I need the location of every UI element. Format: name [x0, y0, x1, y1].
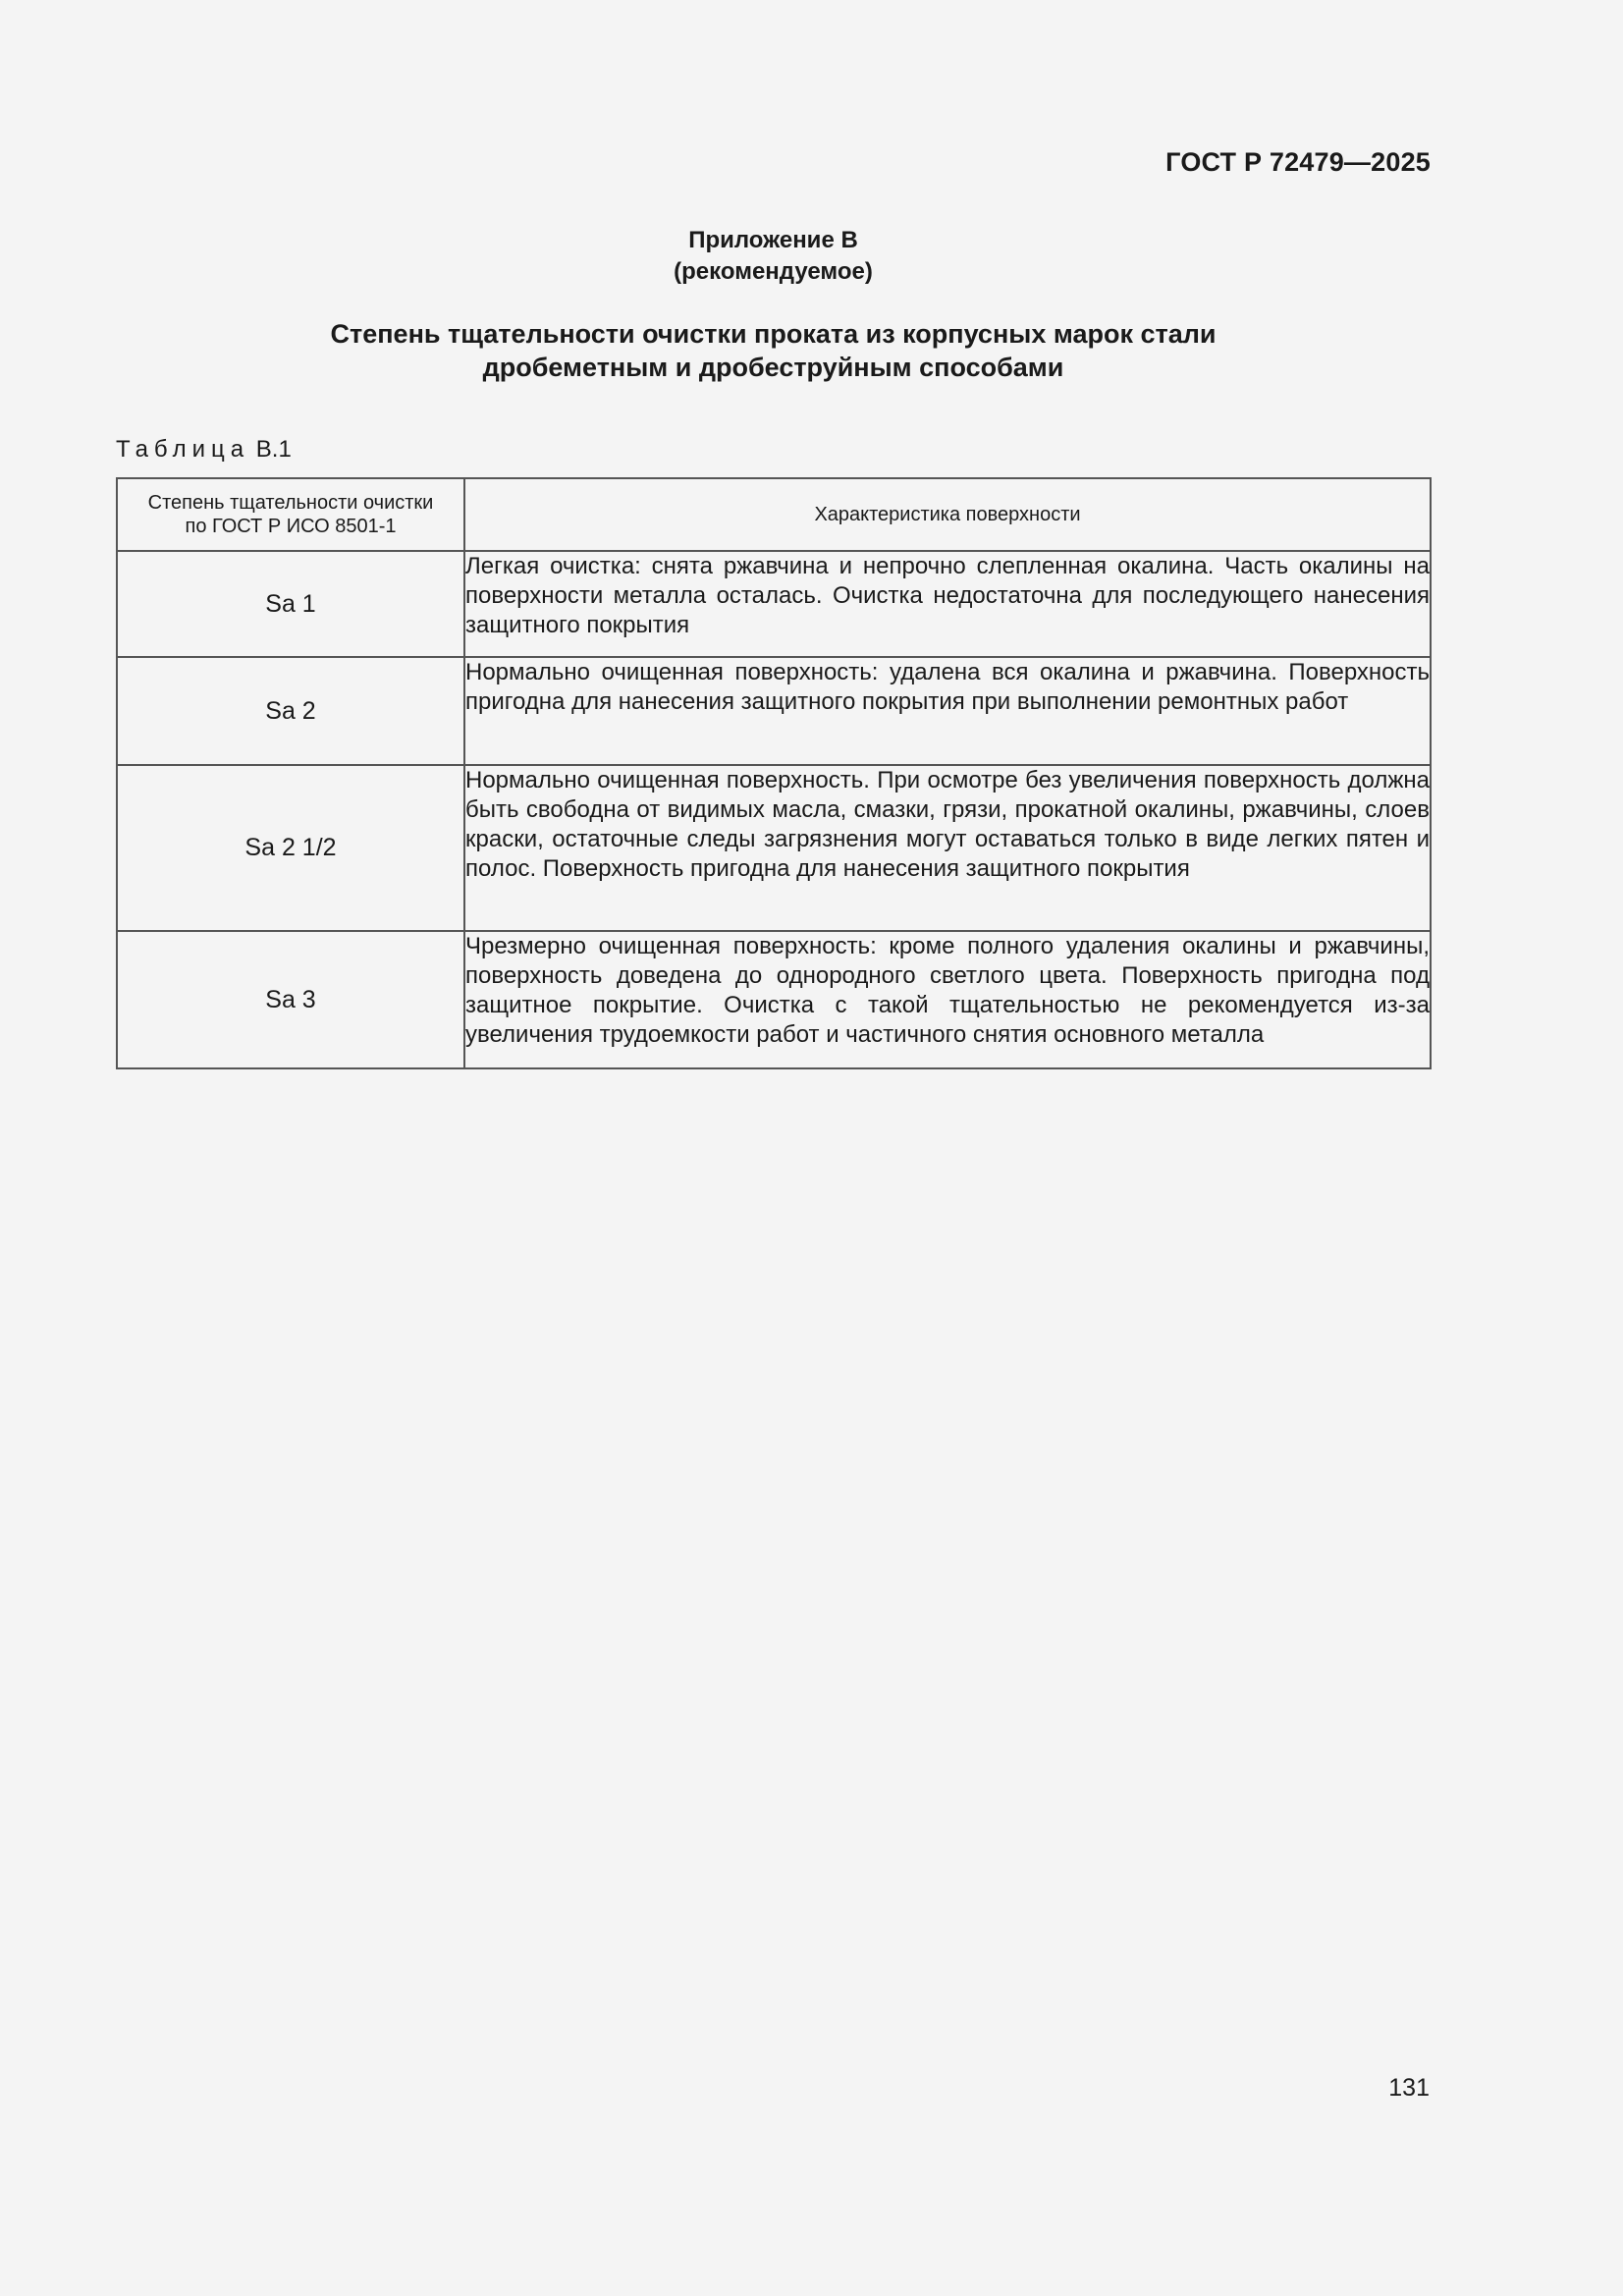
document-code: ГОСТ Р 72479—2025 [1165, 147, 1431, 177]
annex-status: (рекомендуемое) [674, 258, 873, 285]
surface-description-cell: Нормально очищенная поверхность. При осмотре без увеличения поверхность должна быть свободна от видимых масла, смазки, грязи, прокатной окалины, ржавчины, слоев краски, остаточные следы загрязнения могут оставаться только в виде легких пятен и полос. Поверхность пригодна для нанесения защитного покрытия [464, 765, 1431, 931]
annex-heading [0, 225, 1546, 288]
header-cleaning-grade: Степень тщательности очистки по ГОСТ Р ИСО 8501-1 [117, 478, 464, 551]
table-row [117, 657, 1431, 765]
surface-description-cell: Нормально очищенная поверхность: удалена вся окалина и ржавчина. Поверхность пригодна для нанесения защитного покрытия при выполнении ремонтных работ [464, 657, 1431, 765]
cleaning-grade-cell: Sa 3 [117, 931, 464, 1068]
table-caption [116, 436, 292, 464]
cleaning-grade-cell: Sa 2 1/2 [117, 765, 464, 931]
surface-description-cell: Легкая очистка: снята ржавчина и непрочно слепленная окалина. Часть окалины на поверхности металла осталась. Очистка недостаточна для последующего нанесения защитного покрытия [464, 551, 1431, 657]
surface-description-cell: Чрезмерно очищенная поверхность: кроме полного удаления окалины и ржавчины, поверхность доведена до однородного светлого цвета. Поверхность пригодна под защитное покрытие. Очистка с такой тщательностью не рекомендуется из-за увеличения трудоемкости работ и частичного снятия основного металла [464, 931, 1431, 1068]
title-line-2: дробеметным и дробеструйным способами [482, 353, 1064, 382]
table-row [117, 551, 1431, 657]
title-line-1: Степень тщательности очистки проката из корпусных марок стали [330, 319, 1217, 349]
cleaning-grade-cell: Sa 1 [117, 551, 464, 657]
table-caption-number: В.1 [255, 436, 292, 463]
cleaning-grade-cell: Sa 2 [117, 657, 464, 765]
table-header-row [117, 478, 1431, 551]
header-surface-characteristic: Характеристика поверхности [464, 478, 1431, 551]
annex-title: Приложение В [688, 227, 858, 253]
table-row [117, 765, 1431, 931]
table-row [117, 931, 1431, 1068]
page-title [0, 317, 1546, 384]
table-caption-word: Таблица [116, 436, 250, 463]
cleaning-grade-table [116, 477, 1432, 1069]
page-number: 131 [1388, 2074, 1430, 2102]
